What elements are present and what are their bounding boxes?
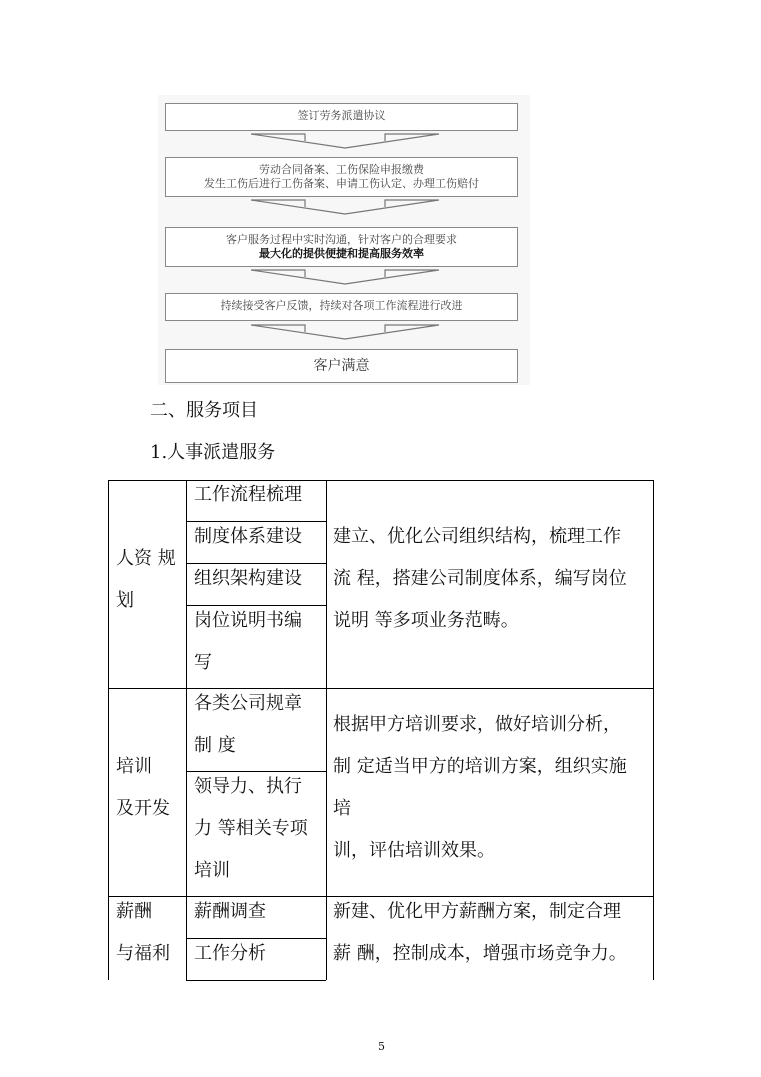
item-cell: 各类公司规章 制 度	[194, 693, 302, 756]
arrow-down-icon	[250, 324, 440, 340]
description-cell: 建立、优化公司组织结构，梳理工作 流 程，搭建公司制度体系，编写岗位 说明 等多项业务范畴。	[333, 526, 627, 631]
flow-text: 持续接受客户反馈，持续对各项工作流程进行改进	[220, 299, 463, 312]
item-cell: 岗位说明书编 写	[194, 610, 302, 673]
flow-text: 签订劳务派遣协议	[297, 109, 386, 122]
description-cell: 新建、优化甲方薪酬方案，制定合理 薪 酬，控制成本，增强市场竞争力。	[333, 901, 627, 964]
page-number: 5	[378, 1040, 385, 1053]
arrow-down-icon	[250, 199, 440, 215]
item-cell: 工作流程梳理	[194, 484, 302, 505]
arrow-down-icon	[250, 133, 440, 149]
description-cell: 根据甲方培训要求，做好培训分析， 制 定适当甲方的培训方案，组织实施 培 训，评估培训效果。	[333, 714, 627, 861]
flow-step-4	[165, 293, 518, 321]
subheading: 1.人事派遣服务	[150, 442, 276, 463]
category-cell: 培训 及开发	[116, 756, 170, 819]
flow-step-1	[165, 103, 518, 131]
item-cell: 组织架构建设	[194, 568, 302, 589]
flow-step-5	[165, 349, 518, 383]
flow-text: 发生工伤后进行工伤备案、申请工伤认定、办理工伤赔付	[204, 177, 479, 190]
arrow-down-icon	[250, 269, 440, 285]
item-cell: 制度体系建设	[194, 526, 302, 547]
category-cell: 薪酬 与福利	[116, 901, 170, 964]
item-cell: 薪酬调查	[194, 901, 266, 922]
category-cell: 人资 规 划	[116, 548, 176, 611]
section-heading: 二、服务项目	[150, 400, 258, 421]
flow-text: 客户服务过程中实时沟通，针对客户的合理要求	[226, 233, 457, 246]
flow-text: 客户满意	[313, 358, 370, 374]
flow-text: 劳动合同备案、工伤保险申报缴费	[259, 163, 424, 176]
flow-step-3	[165, 227, 518, 267]
item-cell: 工作分析	[194, 943, 266, 964]
flow-text: 最大化的提供便捷和提高服务效率	[259, 247, 424, 260]
flow-step-2	[165, 157, 518, 197]
item-cell: 领导力、执行 力 等相关专项 培训	[194, 776, 308, 881]
